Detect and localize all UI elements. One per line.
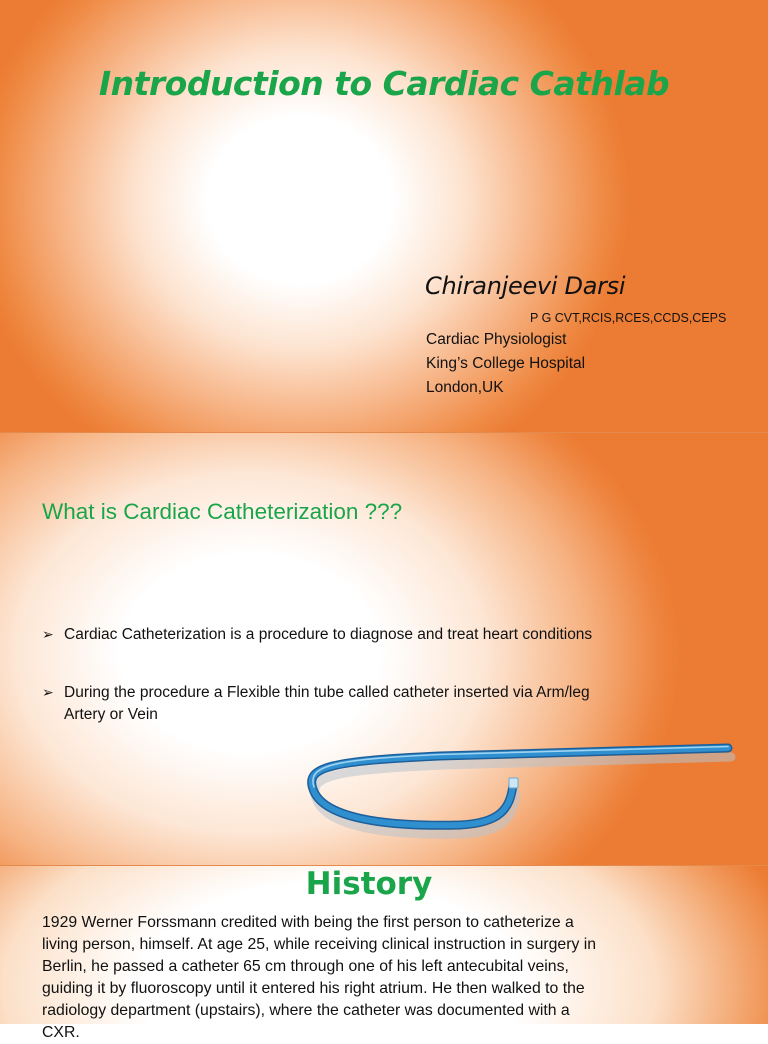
title-slide bbox=[0, 0, 768, 432]
author-role: Cardiac Physiologist bbox=[426, 331, 567, 348]
bullet-text: Cardiac Catheterization is a procedure to diagnose and treat heart conditions bbox=[64, 626, 593, 643]
slide-title: Introduction to Cardiac Cathlab bbox=[98, 64, 670, 103]
paragraph-line: living person, himself. At age 25, while receiving clinical instruction in surgery in bbox=[42, 936, 597, 953]
paragraph-line: guiding it by fluoroscopy until it entered his right atrium. He then walked to the bbox=[42, 980, 585, 997]
definition-slide bbox=[0, 433, 768, 865]
slide-heading: History bbox=[305, 866, 433, 902]
paragraph-line: radiology department (upstairs), where the catheter was documented with a bbox=[42, 1002, 570, 1019]
slide-heading: What is Cardiac Catheterization ??? bbox=[42, 499, 403, 524]
bullet-text: During the procedure a Flexible thin tube called catheter inserted via Arm/leg bbox=[64, 684, 590, 701]
author-hospital: King’s College Hospital bbox=[426, 355, 586, 372]
catheter-illustration bbox=[0, 433, 768, 865]
bullet-text-continued: Artery or Vein bbox=[64, 706, 158, 723]
history-slide bbox=[0, 866, 768, 1041]
author-credentials: P G CVT,RCIS,RCES,CCDS,CEPS bbox=[530, 311, 727, 325]
arrow-bullet-icon: ➢ bbox=[42, 626, 54, 642]
author-location: London,UK bbox=[426, 379, 504, 396]
arrow-bullet-icon: ➢ bbox=[42, 684, 54, 700]
history-paragraph bbox=[42, 912, 742, 1044]
paragraph-line: 1929 Werner Forssmann credited with being the first person to catheterize a bbox=[42, 914, 574, 931]
author-name: Chiranjeevi Darsi bbox=[425, 272, 626, 300]
paragraph-line: CXR. bbox=[42, 1024, 80, 1041]
paragraph-line: Berlin, he passed a catheter 65 cm through one of his left antecubital veins, bbox=[42, 958, 569, 975]
